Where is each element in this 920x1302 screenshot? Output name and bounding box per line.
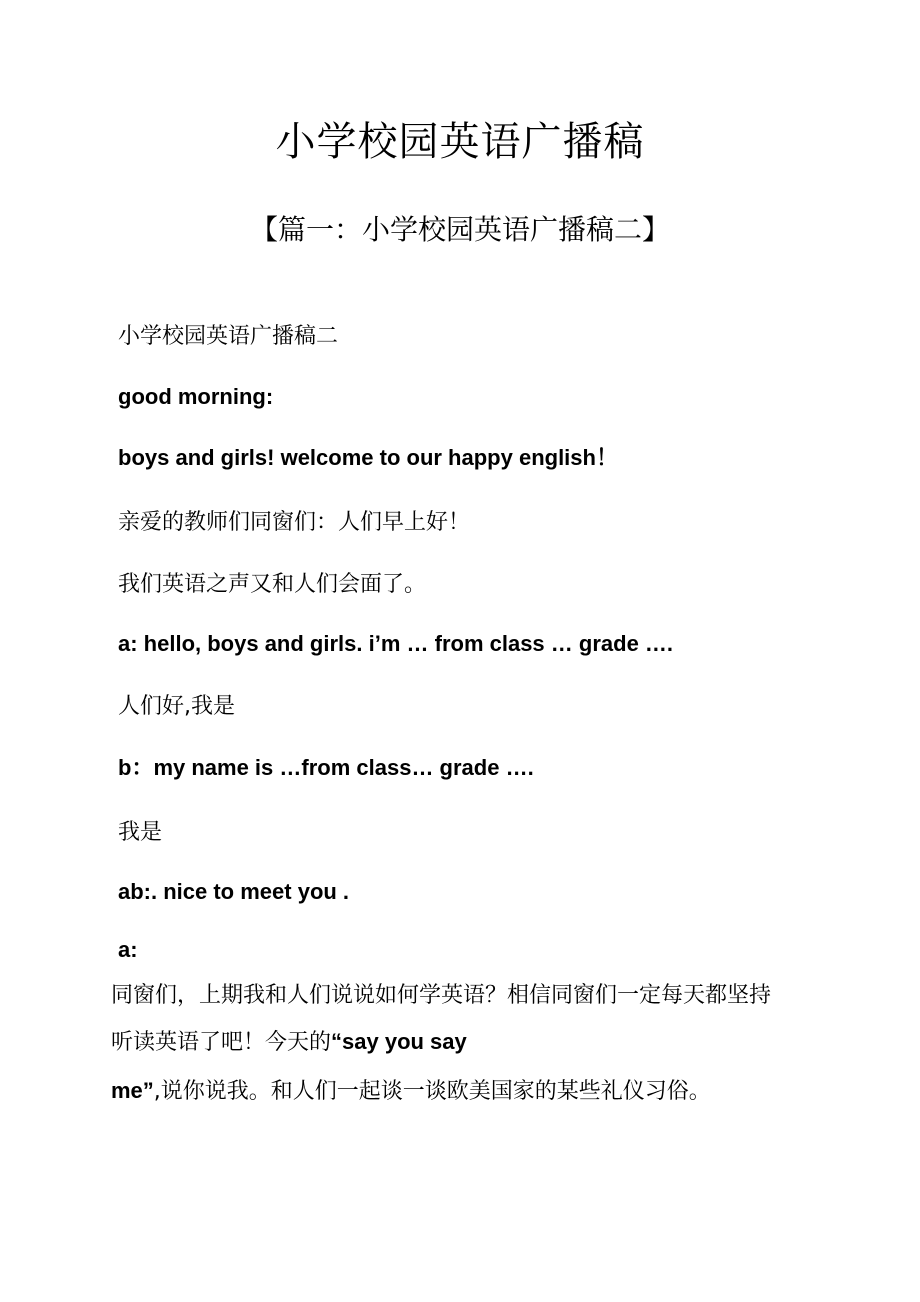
paragraph-text: “say you say — [331, 1029, 467, 1054]
paragraph-line — [111, 1025, 467, 1056]
paragraph-line — [111, 1074, 711, 1105]
body-line: 亲爱的教师们同窗们：人们早上好！ — [118, 510, 471, 535]
document-title: 小学校园英语广播稿 — [275, 119, 645, 165]
paragraph-line: 同窗们，上期我和人们说说如何学英语？相信同窗们一定每天都坚持 — [111, 983, 772, 1008]
document-subtitle: 【篇一：小学校园英语广播稿二】 — [249, 213, 670, 246]
body-line: b：my name is …from class… grade …. — [118, 755, 534, 780]
paragraph-text: ,说你说我。和人们一起谈一谈欧美国家的某些礼仪习俗。 — [153, 1079, 711, 1104]
body-line: ab:. nice to meet you . — [118, 879, 350, 904]
body-line: 我是 — [118, 820, 163, 845]
body-line: boys and girls! welcome to our happy english！ — [118, 445, 618, 470]
paragraph-text: me” — [111, 1078, 154, 1103]
body-line: good morning: — [118, 384, 274, 409]
body-line: 小学校园英语广播稿二 — [118, 324, 339, 349]
body-line: a: — [118, 937, 138, 962]
body-line: a: hello, boys and girls. i’m … from class … grade …. — [118, 631, 674, 656]
paragraph-text: 听读英语了吧！今天的 — [111, 1030, 332, 1055]
body-line: 人们好,我是 — [118, 694, 235, 719]
body-line: 我们英语之声又和人们会面了。 — [118, 572, 427, 597]
